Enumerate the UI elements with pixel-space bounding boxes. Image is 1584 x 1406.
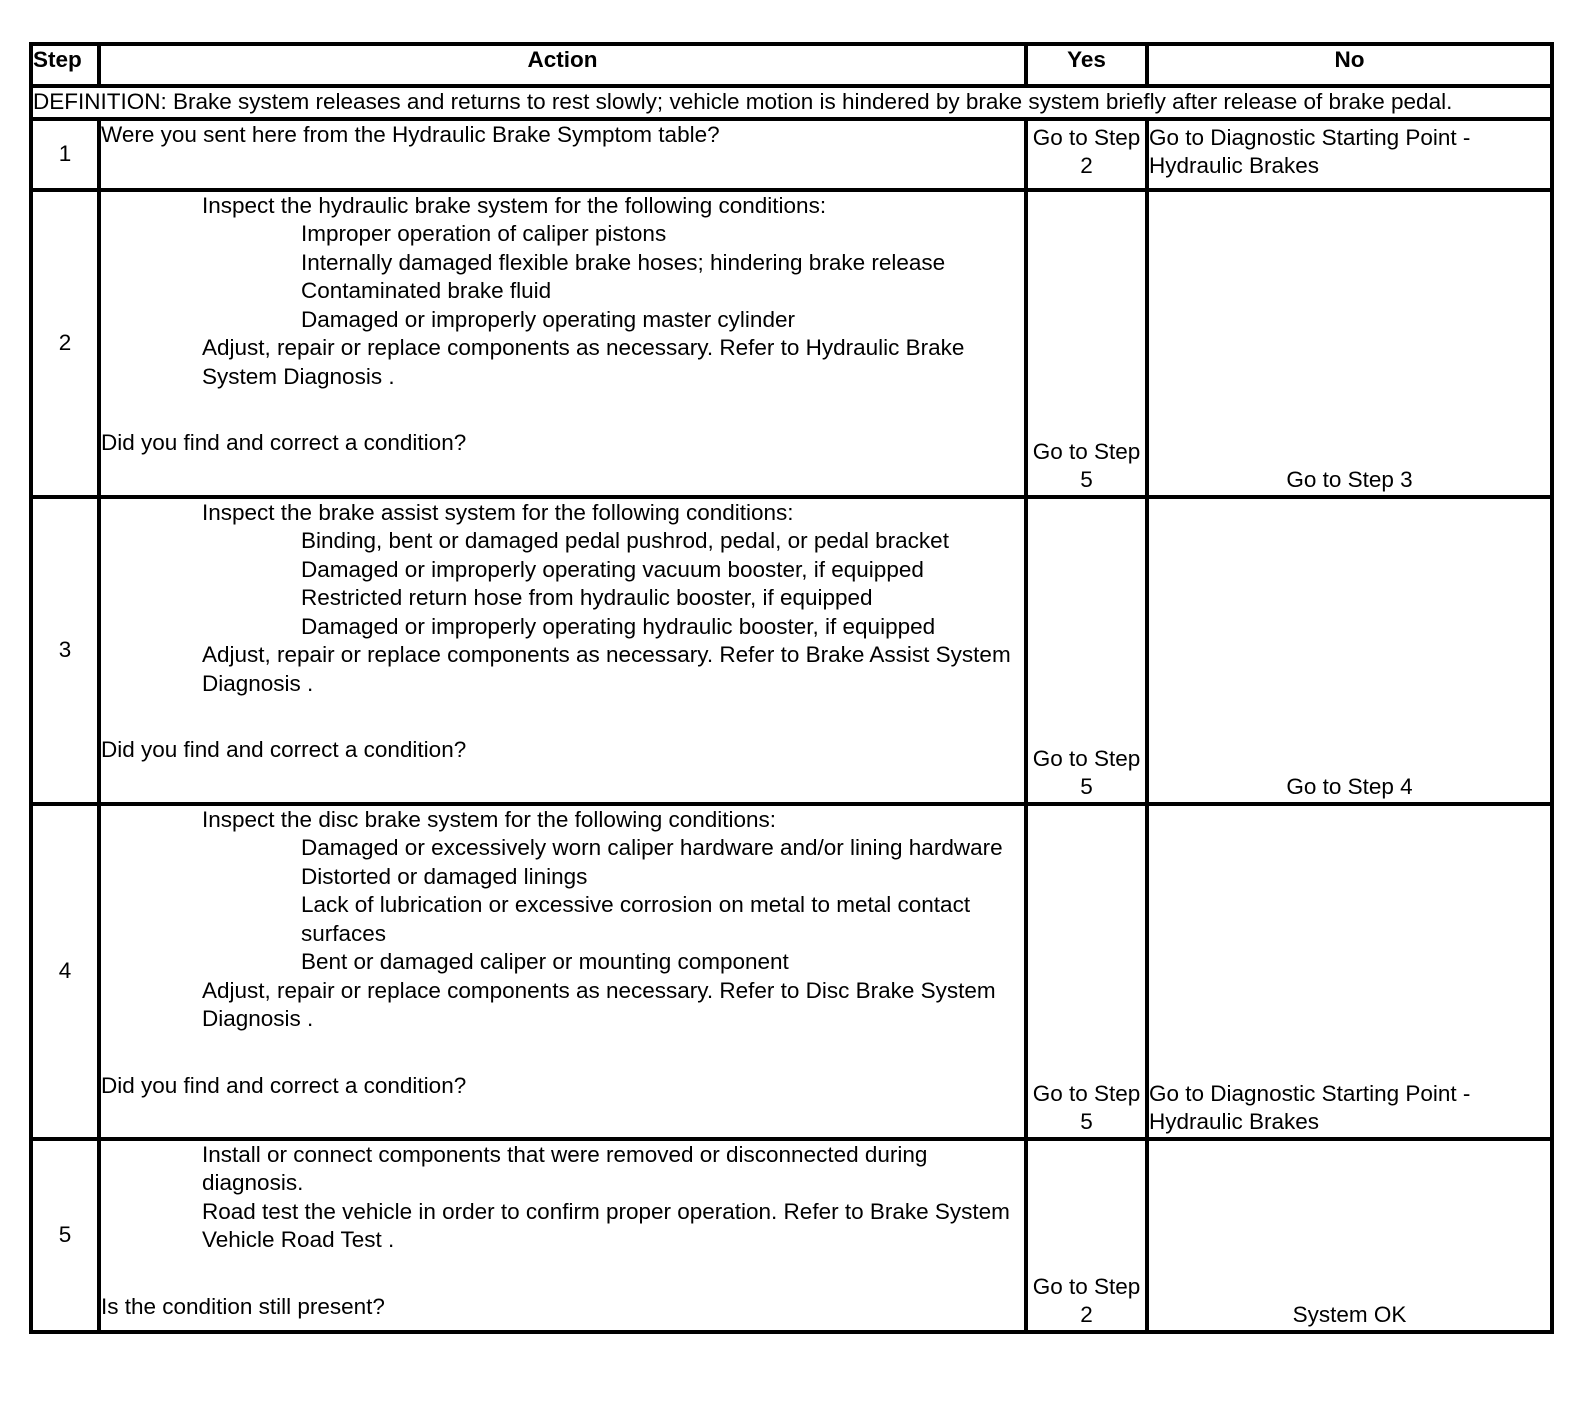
action-instruction: Adjust, repair or replace components as necessary. Refer to Disc Brake System Diagnosis . bbox=[202, 977, 996, 1031]
diagnostic-table bbox=[29, 42, 1554, 1334]
action-item: Install or connect components that were removed or disconnected during diagnosis. bbox=[202, 1141, 928, 1195]
step-yes: Go to Step 5 bbox=[1026, 190, 1147, 497]
condition-item: Lack of lubrication or excessive corrosion on metal to metal contact surfaces bbox=[301, 892, 971, 946]
step-yes: Go to Step 2 bbox=[1026, 119, 1147, 190]
step-yes: Go to Step 5 bbox=[1026, 804, 1147, 1139]
header-step: Step bbox=[31, 44, 99, 86]
step-no: Go to Diagnostic Starting Point - Hydraulic Brakes bbox=[1147, 119, 1552, 190]
header-action: Action bbox=[99, 44, 1026, 86]
condition-item: Bent or damaged caliper or mounting component bbox=[301, 949, 789, 974]
condition-item: Damaged or improperly operating master cylinder bbox=[301, 306, 795, 332]
step-number: 4 bbox=[31, 804, 99, 1139]
condition-item: Contaminated brake fluid bbox=[301, 278, 552, 303]
table-row bbox=[31, 119, 1552, 190]
condition-item: Damaged or improperly operating hydraulic booster, if equipped bbox=[301, 613, 936, 639]
step-question: Did you find and correct a condition? bbox=[101, 1072, 467, 1098]
action-instruction: Adjust, repair or replace components as necessary. Refer to Brake Assist System Diagnosis . bbox=[202, 642, 1011, 696]
condition-item: Damaged or improperly operating vacuum booster, if equipped bbox=[301, 556, 924, 582]
step-action bbox=[99, 804, 1026, 1139]
condition-item: Internally damaged flexible brake hoses; hindering brake release bbox=[301, 249, 946, 275]
step-action bbox=[99, 190, 1026, 497]
header-row bbox=[31, 44, 1552, 86]
step-no: System OK bbox=[1147, 1139, 1552, 1332]
table-row bbox=[31, 804, 1552, 1139]
step-question: Did you find and correct a condition? bbox=[101, 737, 467, 762]
step-yes: Go to Step 5 bbox=[1026, 497, 1147, 804]
table-row bbox=[31, 497, 1552, 804]
definition-text: DEFINITION: Brake system releases and returns to rest slowly; vehicle motion is hindered by brake system briefly after release of brake pedal. bbox=[31, 86, 1552, 119]
condition-item: Distorted or damaged linings bbox=[301, 863, 588, 889]
action-intro: Inspect the disc brake system for the following conditions: bbox=[202, 806, 777, 832]
step-question: Were you sent here from the Hydraulic Brake Symptom table? bbox=[101, 121, 720, 147]
condition-item: Improper operation of caliper pistons bbox=[301, 221, 667, 246]
step-number: 3 bbox=[31, 497, 99, 804]
step-number: 5 bbox=[31, 1139, 99, 1332]
step-action bbox=[99, 119, 1026, 190]
action-intro: Inspect the hydraulic brake system for the following conditions: bbox=[202, 192, 827, 218]
step-number: 1 bbox=[31, 119, 99, 190]
step-question: Did you find and correct a condition? bbox=[101, 430, 467, 455]
step-no: Go to Step 4 bbox=[1147, 497, 1552, 804]
condition-item: Restricted return hose from hydraulic booster, if equipped bbox=[301, 585, 873, 610]
step-yes: Go to Step 2 bbox=[1026, 1139, 1147, 1332]
step-action bbox=[99, 497, 1026, 804]
step-question: Is the condition still present? bbox=[101, 1293, 385, 1319]
action-instruction: Adjust, repair or replace components as necessary. Refer to Hydraulic Brake System Diagnosis . bbox=[202, 335, 965, 389]
table-row bbox=[31, 1139, 1552, 1332]
header-yes: Yes bbox=[1026, 44, 1147, 86]
step-number: 2 bbox=[31, 190, 99, 497]
definition-row bbox=[31, 86, 1552, 119]
condition-item: Binding, bent or damaged pedal pushrod, pedal, or pedal bracket bbox=[301, 528, 949, 553]
table-row bbox=[31, 190, 1552, 497]
action-intro: Inspect the brake assist system for the following conditions: bbox=[202, 499, 794, 525]
header-no: No bbox=[1147, 44, 1552, 86]
condition-item: Damaged or excessively worn caliper hardware and/or lining hardware bbox=[301, 835, 1003, 860]
step-no: Go to Diagnostic Starting Point - Hydraulic Brakes bbox=[1147, 804, 1552, 1139]
step-action bbox=[99, 1139, 1026, 1332]
step-no: Go to Step 3 bbox=[1147, 190, 1552, 497]
action-item: Road test the vehicle in order to confirm proper operation. Refer to Brake System Vehicle Road Test . bbox=[202, 1198, 1010, 1252]
